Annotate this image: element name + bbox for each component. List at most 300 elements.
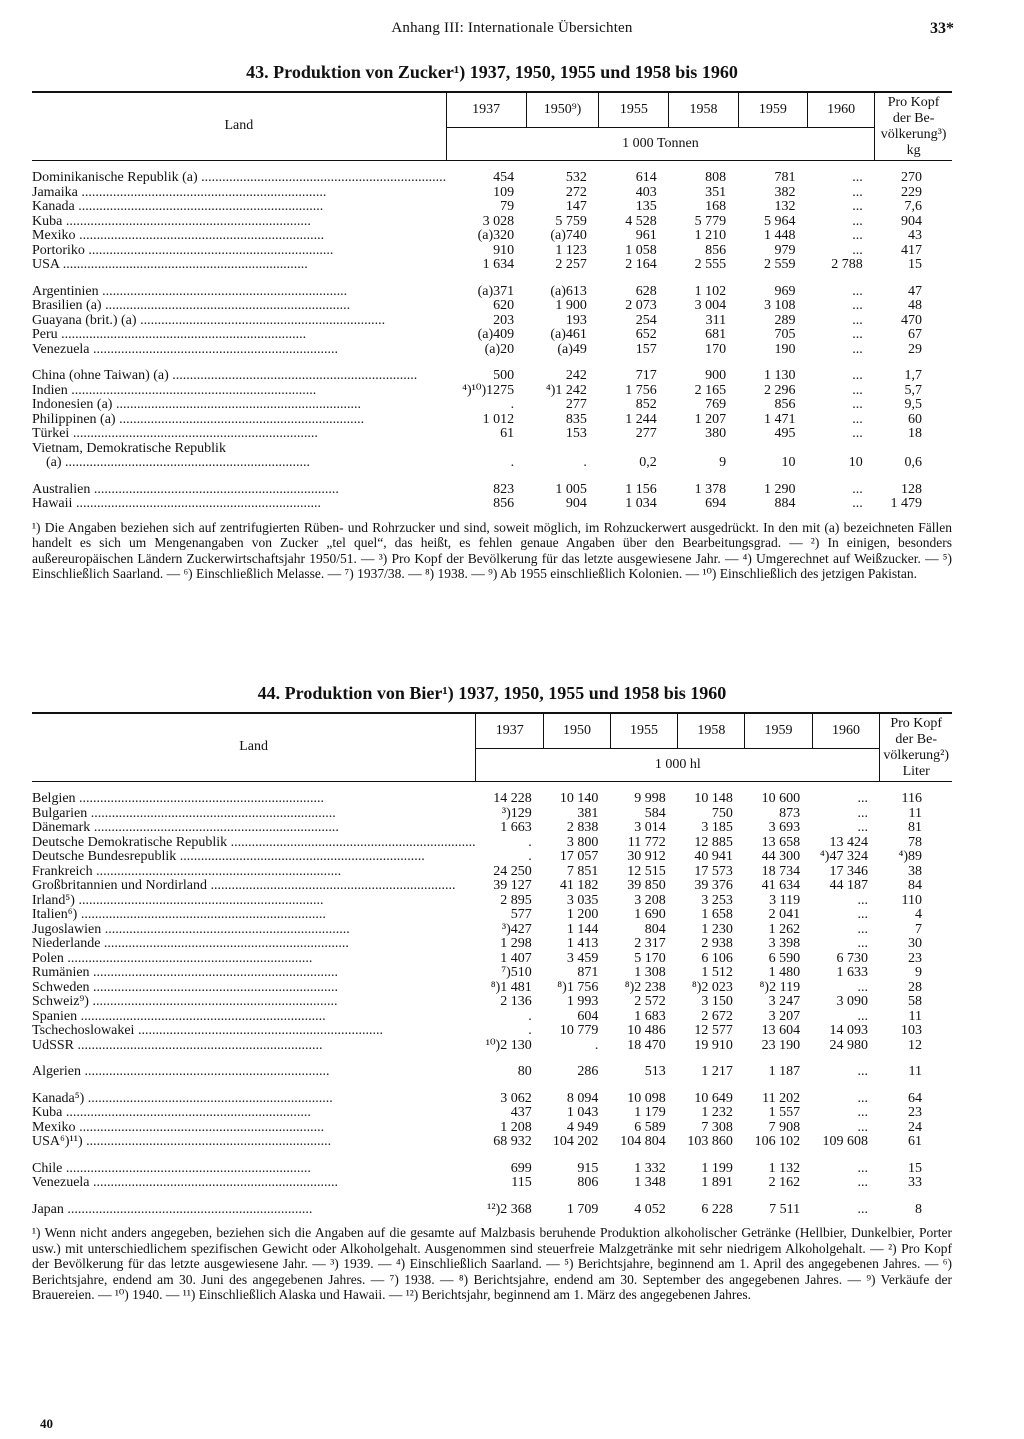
table-title: 43. Produktion von Zucker¹) 1937, 1950, 1955 und 1958 bis 1960	[246, 62, 738, 82]
value-cell: 1 230	[701, 921, 733, 937]
value-cell: ...	[852, 283, 863, 299]
country-name: Hawaii	[32, 497, 73, 511]
value-cell: 203	[493, 312, 515, 328]
value-cell: 604	[577, 1008, 599, 1024]
value-cell: ⁸)2 023	[691, 979, 733, 995]
value-cell: 24 250	[493, 863, 532, 879]
per-capita-cell: 128	[901, 481, 922, 497]
table-row	[32, 981, 952, 996]
country-name: Rumänien	[32, 966, 90, 980]
country-label: Schweiz⁹) ......................................................................	[32, 995, 338, 1009]
value-cell: 9	[719, 455, 727, 470]
value-cell: (a)320	[477, 228, 515, 243]
value-cell: 12 885	[694, 834, 733, 850]
value-cell: 1 448	[764, 228, 796, 243]
column-header-per-capita	[875, 92, 952, 161]
table-row	[32, 229, 952, 244]
value-cell: 3 004	[694, 298, 727, 313]
per-capita-line: völkerung³)	[880, 126, 947, 142]
per-capita-line: völkerung²)	[883, 747, 950, 763]
value-cell: 7 511	[769, 1201, 801, 1217]
value-cell: 7 908	[768, 1119, 801, 1135]
country-label: Jugoslawien ......................................................................	[32, 922, 350, 937]
country-name: Kuba	[32, 1106, 63, 1120]
per-capita-cell: ⁴)89	[898, 849, 922, 864]
value-cell: ...	[857, 907, 868, 922]
table-row	[32, 413, 952, 428]
value-cell: ³)427	[501, 921, 532, 937]
value-cell: 2 165	[694, 382, 727, 398]
country-name: Kuba	[32, 214, 63, 229]
per-capita-cell: 7	[915, 921, 922, 937]
country-label: (a) ......................................................................	[46, 456, 311, 470]
value-cell: 979	[774, 242, 796, 258]
country-label: Portoriko ......................................................................	[32, 243, 334, 258]
per-capita-cell: 78	[908, 834, 922, 850]
country-name: Deutsche Bundesrepublik	[32, 850, 177, 864]
value-cell: 1 332	[634, 1160, 666, 1176]
table-row	[32, 1024, 952, 1039]
country-name: Algerien	[32, 1065, 81, 1079]
value-cell: 3 119	[769, 892, 801, 908]
country-name: Dänemark	[32, 821, 91, 835]
value-cell: 584	[644, 805, 666, 821]
country-name: Indonesien (a)	[32, 398, 113, 412]
value-cell: 1 043	[566, 1105, 599, 1120]
value-cell: 6 730	[836, 950, 868, 966]
table-row	[32, 807, 952, 822]
value-cell: 380	[705, 426, 727, 441]
value-cell: ...	[852, 411, 863, 427]
value-cell: 403	[635, 184, 657, 200]
value-cell: 2 041	[768, 907, 801, 922]
country-name: Portoriko	[32, 243, 85, 258]
value-cell: 5 779	[694, 213, 727, 229]
value-cell: 153	[565, 426, 587, 441]
value-cell: 10 098	[627, 1090, 666, 1106]
country-label: Deutsche Bundesrepublik ......................................................................	[32, 850, 425, 864]
value-cell: 2 895	[500, 892, 532, 908]
value-cell: 104 202	[552, 1134, 599, 1149]
value-cell: 699	[510, 1160, 532, 1176]
country-name: China (ohne Taiwan) (a)	[32, 369, 169, 383]
value-cell: 13 604	[761, 1023, 801, 1038]
table-row	[32, 398, 952, 413]
value-cell: (a)461	[550, 327, 587, 342]
value-cell: 577	[510, 907, 532, 922]
value-cell: ...	[852, 341, 863, 357]
value-cell: ...	[857, 979, 868, 995]
value-cell: 4 052	[634, 1201, 666, 1217]
value-cell: ...	[857, 1064, 868, 1079]
value-cell: 147	[565, 199, 587, 214]
value-cell: 17 573	[694, 863, 733, 879]
table-row	[32, 299, 952, 314]
country-name: Vietnam, Demokratische Republik	[32, 441, 226, 456]
country-name: Philippinen (a)	[32, 412, 116, 427]
value-cell: 614	[635, 170, 657, 185]
value-cell: 9 998	[634, 791, 666, 806]
value-cell: 12 577	[694, 1023, 733, 1038]
table-row	[32, 456, 952, 471]
value-cell: ...	[852, 298, 863, 313]
column-header-year: 1955	[599, 92, 669, 128]
value-cell: 1 634	[482, 257, 515, 272]
value-cell: 1 232	[701, 1105, 733, 1120]
table-row	[32, 497, 952, 512]
value-cell: 808	[705, 170, 727, 185]
per-capita-cell: 116	[901, 791, 922, 806]
value-cell: 381	[577, 805, 599, 821]
table-row	[32, 285, 952, 300]
country-label: Kanada⁵) ......................................................................	[32, 1091, 333, 1106]
table-row	[32, 442, 952, 457]
per-capita-cell: 270	[901, 170, 922, 185]
value-cell: 11 202	[762, 1090, 801, 1106]
table-row	[32, 1039, 952, 1054]
per-capita-cell: 9,5	[904, 397, 922, 412]
value-cell: 79	[500, 199, 515, 214]
per-capita-line: Pro Kopf	[887, 94, 940, 110]
value-cell: ¹⁰)2 130	[485, 1037, 532, 1053]
value-cell: 7 851	[566, 863, 599, 879]
table-row	[32, 821, 952, 836]
value-cell: 39 850	[627, 878, 666, 893]
value-cell: ⁴)47 324	[819, 849, 868, 864]
country-name: Guayana (brit.) (a)	[32, 313, 137, 328]
value-cell: ...	[857, 1201, 868, 1217]
country-label: Guayana (brit.) (a) ......................................................................	[32, 313, 386, 328]
country-name: Niederlande	[32, 937, 101, 951]
value-cell: ...	[857, 1105, 868, 1120]
value-cell: 513	[644, 1064, 666, 1079]
country-label: Deutsche Demokratische Republik ......................................................................	[32, 835, 476, 850]
value-cell: 1 512	[701, 965, 733, 980]
column-header-year: 1950	[544, 713, 611, 749]
country-label: Chile ......................................................................	[32, 1161, 311, 1176]
value-cell: 104 804	[620, 1134, 666, 1149]
value-cell: ...	[852, 368, 863, 383]
per-capita-cell: 8	[915, 1201, 922, 1217]
value-cell: 168	[705, 199, 727, 214]
table-row	[32, 258, 952, 273]
value-cell: 3 247	[768, 994, 801, 1009]
per-capita-cell: 64	[908, 1090, 922, 1106]
value-cell: 2 788	[831, 257, 863, 272]
value-cell: 3 253	[701, 892, 733, 908]
country-name: Venezuela	[32, 1176, 90, 1190]
per-capita-cell: 61	[908, 1134, 922, 1149]
value-cell: 2 164	[625, 257, 657, 272]
column-header-land: Land	[32, 92, 446, 161]
country-label: Kanada ......................................................................	[32, 200, 324, 214]
value-cell: 2 296	[764, 382, 796, 398]
value-cell: 10 779	[559, 1023, 599, 1038]
per-capita-cell	[875, 442, 952, 457]
table-row	[32, 894, 952, 909]
country-label: Bulgarien ......................................................................	[32, 806, 336, 821]
country-name: Japan	[32, 1202, 64, 1217]
value-cell: 3 800	[566, 834, 599, 850]
value-cell: 5 964	[764, 213, 796, 229]
value-cell: ⁸)2 238	[624, 979, 666, 995]
value-cell: 17 057	[559, 849, 599, 864]
value-cell: 23 190	[761, 1037, 801, 1053]
value-cell: 2 257	[555, 257, 587, 272]
country-name: Mexiko	[32, 1120, 76, 1135]
per-capita-cell: 24	[908, 1119, 922, 1135]
value-cell: 103 860	[687, 1134, 733, 1149]
value-cell: 14 228	[493, 791, 532, 806]
per-capita-cell: 470	[901, 312, 922, 328]
value-cell: 2 572	[634, 994, 666, 1009]
country-label: Tschechoslowakei ......................................................................	[32, 1024, 383, 1038]
country-label: Jamaika ......................................................................	[32, 185, 327, 200]
country-label: Japan ......................................................................	[32, 1202, 313, 1217]
value-cell: 289	[774, 312, 796, 328]
value-cell: 10 600	[761, 791, 801, 806]
per-capita-line: Pro Kopf	[890, 715, 943, 731]
value-cell: 1 217	[701, 1064, 733, 1079]
table-row	[32, 908, 952, 923]
per-capita-cell: 15	[908, 257, 922, 272]
value-cell: 1 262	[768, 921, 801, 937]
value-cell: 1 993	[566, 994, 599, 1009]
value-cell: 3 028	[482, 213, 515, 229]
value-cell: 18 734	[761, 863, 801, 879]
value-cell: 1 633	[836, 965, 868, 980]
value-cell: 351	[705, 184, 727, 200]
value-cell: 40 941	[694, 849, 733, 864]
per-capita-line: der Be-	[895, 731, 938, 747]
table-row	[32, 792, 952, 807]
country-name: Bulgarien	[32, 806, 88, 821]
value-cell: 1 891	[701, 1175, 733, 1190]
value-cell: 1 690	[634, 907, 666, 922]
column-header-year: 1950⁹)	[526, 92, 599, 128]
value-cell: 311	[705, 312, 727, 328]
value-cell: .	[528, 1023, 532, 1038]
country-name: Schweden	[32, 980, 90, 995]
country-name: Frankreich	[32, 864, 93, 879]
value-cell: ⁸)2 119	[759, 979, 801, 995]
country-name: Türkei	[32, 427, 70, 441]
table-row	[32, 952, 952, 967]
value-cell: .	[528, 849, 532, 864]
value-cell: 14 093	[829, 1023, 868, 1038]
country-name: Kanada⁵)	[32, 1091, 85, 1106]
per-capita-cell: 23	[908, 1105, 922, 1120]
per-capita-cell: 1 479	[890, 496, 922, 511]
value-cell: 1 207	[694, 411, 727, 427]
value-cell: 969	[774, 283, 796, 299]
value-cell: ...	[852, 242, 863, 258]
country-label: Brasilien (a) ......................................................................	[32, 299, 351, 313]
value-cell: 3 090	[836, 994, 868, 1009]
country-name: Tschechoslowakei	[32, 1024, 135, 1038]
column-header-year: 1960	[812, 713, 880, 749]
value-cell: ...	[852, 397, 863, 412]
country-label: Australien ......................................................................	[32, 482, 339, 497]
per-capita-cell: 11	[908, 805, 922, 821]
value-cell: 272	[565, 184, 587, 200]
column-header-year: 1937	[476, 713, 544, 749]
footnotes: ¹) Wenn nicht anders angegeben, beziehen sich die Angaben auf die gesamte auf Malzbasis beruhende Produktion alkoholischer Getränke (Hellbier, Dunkelbier, Porter usw.) mit unterschiedlichem spezifischen Gewicht oder Alkoholgehalt. Ausgenommen sind steuerfreie Malzgetränke mit sehr niedrigem Alkoholgehalt. — ²) Pro Kopf der Bevölkerung für das letzte ausgewiesene Jahr. — ³) 1939. — ⁴) Einschließlich Saarland. — ⁵) Berichtsjahre, beginnend am 1. April des angegebenen Jahres. — ⁶) Berichtsjahre, endend am 30. Juni des angegebenen Jahres. — ⁷) 1938. — ⁸) Berichtsjahre, endend am 30. September des angegebenen Jahres. — ⁹) Verkäufe der Brauereien. — ¹⁰) 1940. — ¹¹) Einschließlich Alaska und Hawaii. — ¹²) Berichtsjahr, beginnend am 1. März des angegebenen Jahres.	[32, 1225, 952, 1302]
value-cell: 1 658	[701, 907, 733, 922]
value-cell: 10 649	[694, 1090, 733, 1106]
per-capita-cell: 7,6	[904, 199, 922, 214]
value-cell: 1 663	[500, 820, 532, 835]
country-name: USA⁶)¹¹)	[32, 1135, 83, 1149]
value-cell: 1 132	[768, 1160, 801, 1176]
value-cell: 18 470	[627, 1037, 666, 1053]
country-name: UdSSR	[32, 1038, 75, 1053]
value-cell: 1 123	[555, 242, 587, 258]
country-name: Jamaika	[32, 185, 78, 200]
value-cell: 109 608	[822, 1134, 868, 1149]
table-row	[32, 384, 952, 399]
value-cell: 12 515	[627, 863, 666, 879]
value-cell: 628	[635, 283, 657, 299]
table-row	[32, 483, 952, 498]
value-cell: 242	[565, 368, 587, 383]
value-cell: 2 938	[701, 936, 733, 951]
value-cell: 3 459	[566, 950, 599, 966]
country-label: Philippinen (a) ......................................................................	[32, 412, 365, 427]
per-capita-cell: 30	[908, 936, 922, 951]
value-cell: 106 102	[754, 1134, 801, 1149]
value-cell: ...	[852, 184, 863, 200]
country-name: Schweiz⁹)	[32, 995, 89, 1009]
country-label: Dänemark ......................................................................	[32, 821, 339, 835]
value-cell: 2 672	[701, 1008, 733, 1024]
country-label: Hawaii ......................................................................	[32, 497, 321, 511]
value-cell: 705	[774, 327, 796, 342]
table-row	[32, 200, 952, 215]
per-capita-cell: 33	[908, 1175, 922, 1190]
table-43-block	[32, 62, 952, 582]
value-cell: 871	[577, 965, 599, 980]
value-cell	[446, 442, 526, 457]
value-cell	[669, 442, 738, 457]
per-capita-cell: 67	[908, 327, 922, 342]
value-cell: 277	[635, 426, 657, 441]
table-row	[32, 1010, 952, 1025]
value-cell: ...	[852, 199, 863, 214]
value-cell: 681	[705, 327, 727, 342]
value-cell: 1 199	[701, 1160, 733, 1176]
value-cell: 1 756	[625, 382, 657, 398]
value-cell: ...	[852, 426, 863, 441]
value-cell: 6 589	[634, 1119, 666, 1135]
table-row	[32, 1176, 952, 1191]
per-capita-cell: 84	[908, 878, 922, 893]
value-cell: 454	[493, 170, 515, 185]
value-cell: 277	[565, 397, 587, 412]
country-label: Schweden ......................................................................	[32, 980, 339, 995]
table-body	[32, 161, 952, 512]
column-header-year: 1958	[669, 92, 738, 128]
value-cell: 1 290	[764, 481, 796, 497]
value-cell: 652	[635, 327, 657, 342]
value-cell: 5 759	[555, 213, 587, 229]
value-cell: 750	[711, 805, 733, 821]
value-cell: (a)740	[550, 228, 587, 243]
value-cell: 1 407	[500, 950, 532, 966]
value-cell: ...	[852, 213, 863, 229]
value-cell: 3 014	[634, 820, 666, 835]
country-label: Frankreich ......................................................................	[32, 864, 342, 879]
value-cell: 44 187	[829, 878, 868, 893]
value-cell: ...	[852, 170, 863, 185]
table-row	[32, 328, 952, 343]
value-cell: (a)49	[557, 341, 587, 357]
value-cell: 10	[848, 455, 863, 470]
per-capita-cell: 11	[908, 1008, 922, 1024]
value-cell: 3 035	[566, 892, 599, 908]
country-name: Irland⁵)	[32, 893, 75, 908]
value-cell: 1 480	[768, 965, 801, 980]
per-capita-unit: kg	[906, 142, 921, 158]
value-cell: 2 555	[694, 257, 727, 272]
page-header	[0, 20, 1024, 42]
value-cell: 835	[565, 411, 587, 427]
per-capita-cell: 29	[908, 341, 922, 357]
table-row	[32, 1203, 952, 1218]
per-capita-cell: 48	[908, 298, 922, 313]
country-name: Großbritannien und Nordirland	[32, 879, 207, 893]
value-cell	[738, 442, 807, 457]
value-cell: 19 910	[694, 1037, 733, 1053]
per-capita-cell: 43	[908, 228, 922, 243]
value-cell: 532	[565, 170, 587, 185]
table-row	[32, 966, 952, 981]
value-cell: 7 308	[701, 1119, 733, 1135]
value-cell: 135	[635, 199, 657, 214]
value-cell: 1 187	[768, 1064, 801, 1079]
value-cell: 1 034	[625, 496, 657, 511]
country-name: Indien	[32, 383, 68, 398]
value-cell: 961	[635, 228, 657, 243]
per-capita-cell: 9	[915, 965, 922, 980]
page-number: 33*	[930, 20, 954, 37]
value-cell: 1 298	[500, 936, 532, 951]
table-row	[32, 186, 952, 201]
table-row	[32, 1092, 952, 1107]
value-cell: ³)129	[501, 805, 532, 821]
value-cell: 30 912	[627, 849, 666, 864]
value-cell: 856	[493, 496, 515, 511]
per-capita-cell: 11	[908, 1064, 922, 1079]
country-label: Spanien ......................................................................	[32, 1009, 326, 1024]
country-label: USA⁶)¹¹) ......................................................................	[32, 1135, 332, 1149]
sugar-production-table	[32, 91, 952, 512]
country-label: Irland⁵) ......................................................................	[32, 893, 324, 908]
country-label: Belgien ......................................................................	[32, 792, 325, 806]
value-cell: ...	[857, 805, 868, 821]
value-cell: 5 170	[634, 950, 666, 966]
value-cell: 4 949	[566, 1119, 599, 1135]
value-cell: 1 683	[634, 1008, 666, 1024]
per-capita-cell: 15	[908, 1160, 922, 1176]
value-cell: (a)20	[484, 341, 515, 357]
value-cell: 620	[493, 298, 515, 313]
country-label: Venezuela ......................................................................	[32, 1176, 339, 1190]
value-cell: 61	[500, 426, 515, 441]
country-label: Mexiko ......................................................................	[32, 229, 325, 243]
per-capita-cell: 81	[908, 820, 922, 835]
table-row	[32, 171, 952, 186]
